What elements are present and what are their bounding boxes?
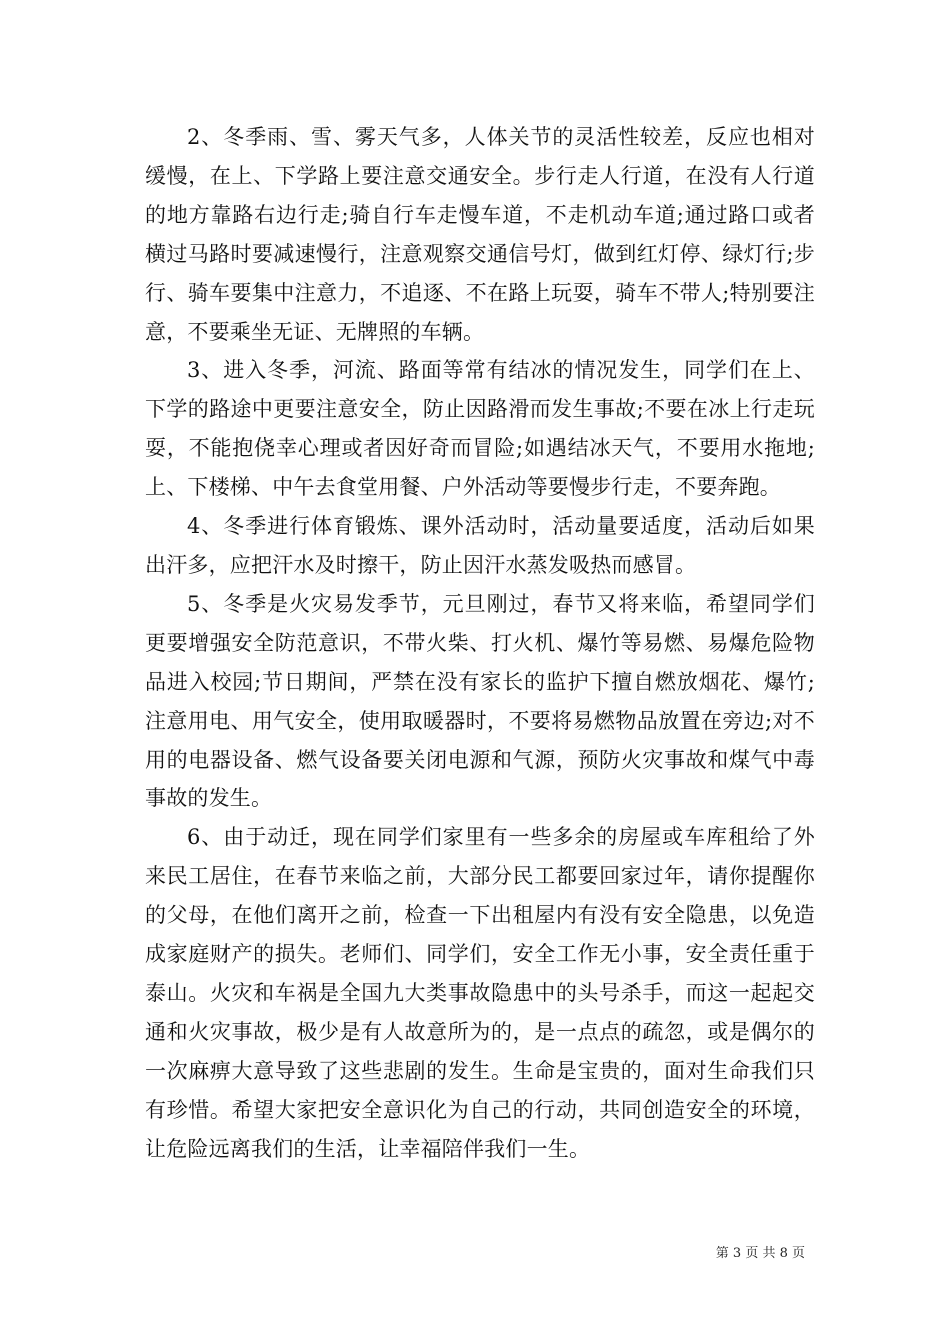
document-body bbox=[145, 118, 815, 1168]
paragraph-3: 3、进入冬季，河流、路面等常有结冰的情况发生，同学们在上、下学的路途中更要注意安全，防止因路滑而发生事故;不要在冰上行走玩耍，不能抱侥幸心理或者因好奇而冒险;如遇结冰天气，不要用水拖地;上、下楼梯、中午去食堂用餐、户外活动等要慢步行走，不要奔跑。 bbox=[145, 358, 815, 500]
paragraph-4: 4、冬季进行体育锻炼、课外活动时，活动量要适度，活动后如果出汗多，应把汗水及时擦干，防止因汗水蒸发吸热而感冒。 bbox=[145, 514, 815, 577]
paragraph-6: 6、由于动迁，现在同学们家里有一些多余的房屋或车库租给了外来民工居住，在春节来临之前，大部分民工都要回家过年，请你提醒你的父母，在他们离开之前，检查一下出租屋内有没有安全隐患，以免造成家庭财产的损失。老师们、同学们，安全工作无小事，安全责任重于泰山。火灾和车祸是全国九大类事故隐患中的头号杀手，而这一起起交通和火灾事故，极少是有人故意所为的，是一点点的疏忽，或是偶尔的一次麻痹大意导致了这些悲剧的发生。生命是宝贵的，面对生命我们只有珍惜。希望大家把安全意识化为自己的行动，共同创造安全的环境，让危险远离我们的生活，让幸福陪伴我们一生。 bbox=[145, 825, 815, 1161]
page-number-footer: 第 3 页 共 8 页 bbox=[715, 1246, 805, 1261]
paragraph-5: 5、冬季是火灾易发季节，元旦刚过，春节又将来临，希望同学们更要增强安全防范意识，不带火柴、打火机、爆竹等易燃、易爆危险物品进入校园;节日期间，严禁在没有家长的监护下擅自燃放烟花、爆竹;注意用电、用气安全，使用取暖器时，不要将易燃物品放置在旁边;对不用的电器设备、燃气设备要关闭电源和气源，预防火灾事故和煤气中毒事故的发生。 bbox=[145, 591, 815, 811]
paragraph-2: 2、冬季雨、雪、雾天气多，人体关节的灵活性较差，反应也相对缓慢，在上、下学路上要注意交通安全。步行走人行道，在没有人行道的地方靠路右边行走;骑自行车走慢车道，不走机动车道;通过路口或者横过马路时要减速慢行，注意观察交通信号灯，做到红灯停、绿灯行;步行、骑车要集中注意力，不追逐、不在路上玩耍，骑车不带人;特别要注意，不要乘坐无证、无牌照的车辆。 bbox=[145, 125, 815, 344]
